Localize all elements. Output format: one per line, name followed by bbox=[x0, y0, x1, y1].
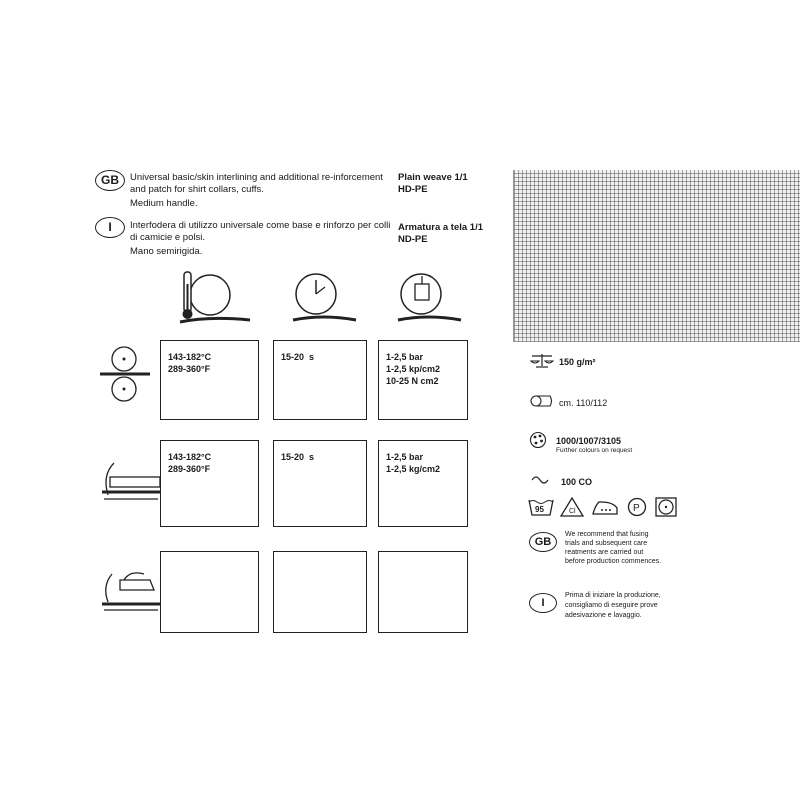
pressure-icon bbox=[393, 270, 463, 330]
width-value: cm. 110/112 bbox=[559, 398, 608, 408]
it-handle: Mano semirigida. bbox=[130, 246, 203, 257]
clock-icon bbox=[288, 270, 358, 330]
gb-weave-code: HD-PE bbox=[398, 184, 428, 195]
scale-icon bbox=[530, 352, 554, 368]
temperature-cell-row2 bbox=[160, 440, 259, 527]
roll-width-icon bbox=[528, 392, 554, 408]
svg-text:Cl: Cl bbox=[569, 508, 576, 515]
colours-note: Further colours on request bbox=[556, 447, 633, 454]
svg-text:P: P bbox=[633, 503, 640, 514]
gb-note-badge: GB bbox=[529, 532, 557, 552]
flat-press-icon bbox=[100, 455, 162, 510]
colours-value: 1000/1007/3105 bbox=[556, 436, 622, 446]
bleach-icon bbox=[560, 497, 584, 517]
cell-value: 15-20 s bbox=[281, 452, 315, 462]
time-cell-row1 bbox=[273, 340, 367, 420]
composition-icon bbox=[531, 473, 549, 487]
fabric-swatch-image bbox=[513, 170, 800, 342]
gb-language-badge: GB bbox=[95, 170, 125, 191]
cell-value: 143-182°C 289-360°F bbox=[168, 452, 212, 474]
gb-note-text: We recommend that fusing trials and subsequent care reatments are carried out before production commences. bbox=[565, 531, 662, 565]
gb-weave: Plain weave 1/1 bbox=[398, 172, 468, 183]
temperature-cell-row3 bbox=[160, 551, 259, 633]
roller-press-icon bbox=[100, 345, 150, 405]
cell-value: 1-2,5 bar 1-2,5 kp/cm2 10-25 N cm2 bbox=[386, 352, 441, 386]
cell-value: 1-2,5 bar 1-2,5 kg/cm2 bbox=[386, 452, 441, 474]
iron-icon bbox=[591, 498, 619, 516]
composition-value: 100 CO bbox=[561, 477, 593, 487]
colour-palette-icon bbox=[529, 431, 547, 449]
it-weave: Armatura a tela 1/1 bbox=[398, 222, 484, 233]
time-cell-row2 bbox=[273, 440, 367, 527]
dry-clean-p-icon bbox=[627, 497, 647, 517]
it-note-text: Prima di iniziare la produzione, consigliamo di eseguire prove adesivazione e lavaggio. bbox=[565, 592, 661, 619]
tumble-dry-icon bbox=[655, 497, 677, 517]
it-note-badge: I bbox=[529, 593, 557, 613]
pressure-cell-row1 bbox=[378, 340, 468, 420]
gb-description: Universal basic/skin interlining and additional re-inforcement and patch for shirt collars, cuffs. bbox=[130, 172, 383, 195]
temperature-cell-row1 bbox=[160, 340, 259, 420]
gb-handle: Medium handle. bbox=[130, 198, 198, 209]
wash-temp-label: 95 bbox=[535, 505, 544, 514]
pressure-cell-row3 bbox=[378, 551, 468, 633]
time-cell-row3 bbox=[273, 551, 367, 633]
it-description: Interfodera di utilizzo universale come base e rinforzo per colli di camicie e polsi. bbox=[130, 220, 391, 243]
cell-value: 15-20 s bbox=[281, 352, 315, 362]
thermometer-icon bbox=[170, 270, 260, 330]
pressure-cell-row2 bbox=[378, 440, 468, 527]
weight-value: 150 g/m² bbox=[559, 357, 596, 367]
cell-value: 143-182°C 289-360°F bbox=[168, 352, 212, 374]
it-weave-code: ND-PE bbox=[398, 234, 428, 245]
it-language-badge: I bbox=[95, 217, 125, 238]
hand-iron-icon bbox=[100, 568, 162, 616]
